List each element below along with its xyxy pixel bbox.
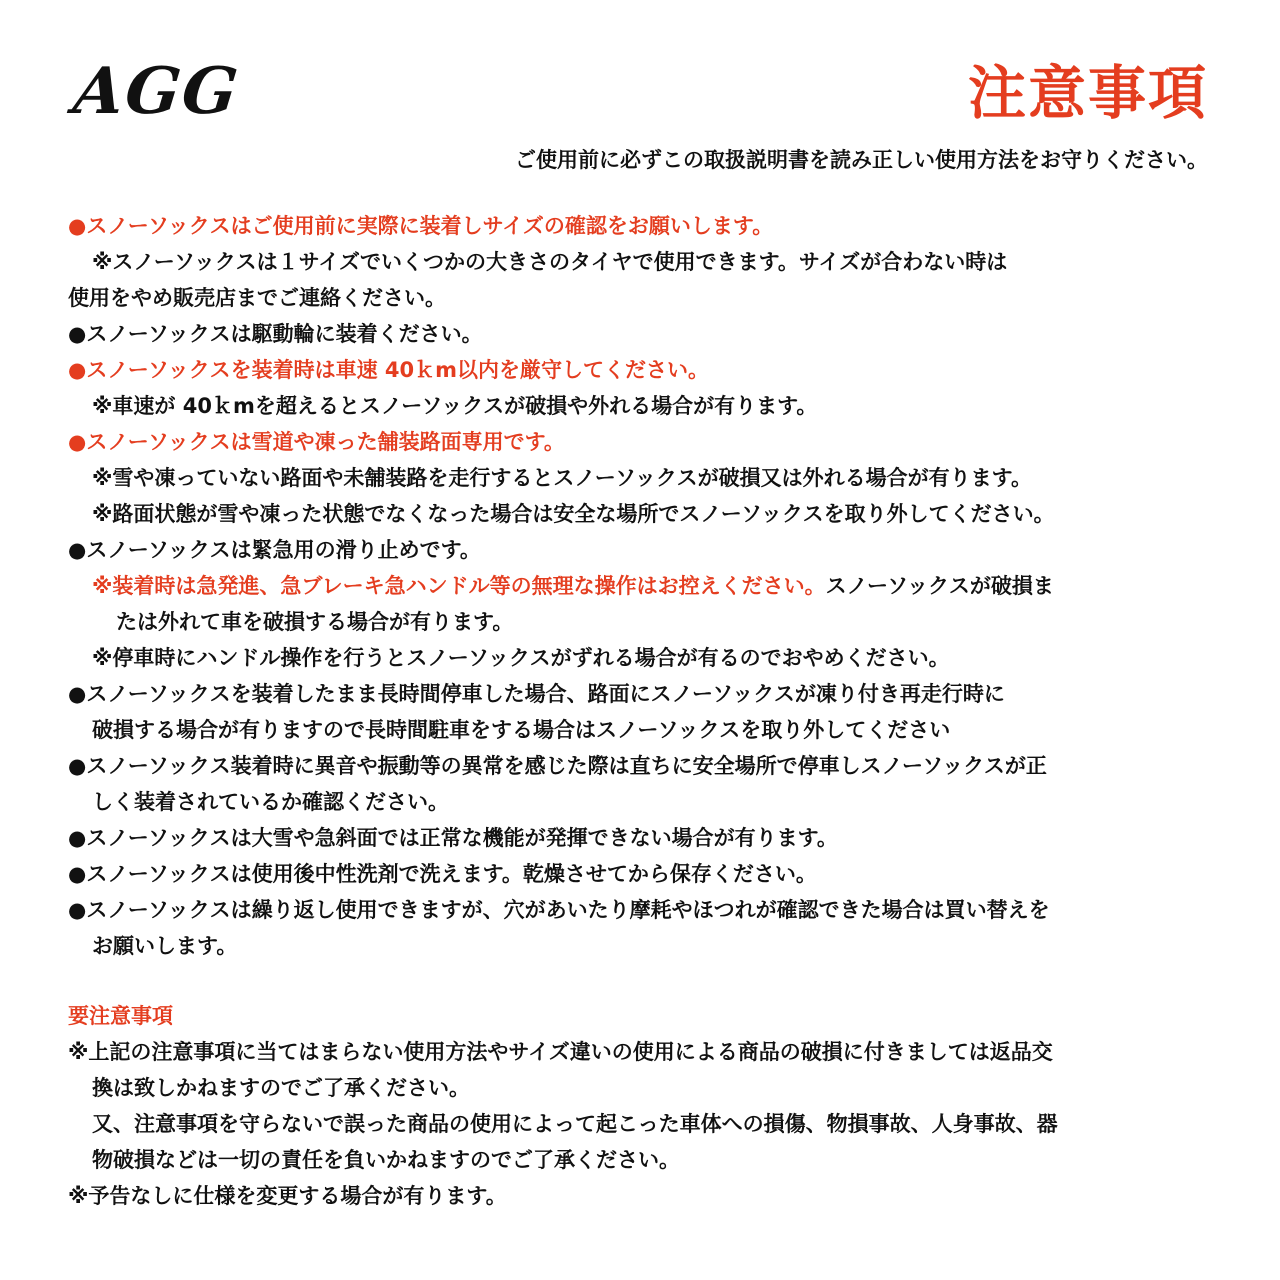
caution-line: ●スノーソックスを装着したまま長時間停車した場合、路面にスノーソックスが凍り付き再走行時に (68, 682, 1005, 706)
notice-heading: 要注意事項 (68, 1004, 173, 1028)
notice-line: 物破損などは一切の責任を負いかねますのでご了承ください。 (92, 1148, 680, 1172)
caution-text-black: スノーソックスが破損ま (825, 574, 1054, 598)
notice-line: ※予告なしに仕様を変更する場合が有ります。 (68, 1184, 507, 1208)
notice-line: 又、注意事項を守らないで誤った商品の使用によって起こった車体への損傷、物損事故、人身事故、器 (92, 1112, 1058, 1136)
caution-list (68, 208, 1208, 1214)
caution-line: ※雪や凍っていない路面や未舗装路を走行するとスノーソックスが破損又は外れる場合が有ります。 (92, 466, 1033, 490)
caution-line: お願いします。 (92, 934, 238, 958)
caution-line: ●スノーソックスは駆動輪に装着ください。 (68, 322, 483, 346)
caution-line: 使用をやめ販売店までご連絡ください。 (68, 286, 446, 310)
caution-line: ※スノーソックスは１サイズでいくつかの大きさのタイヤで使用できます。サイズが合わない時は (92, 250, 1008, 274)
caution-line: ●スノーソックスは大雪や急斜面では正常な機能が発揮できない場合が有ります。 (68, 826, 838, 850)
caution-line: ●スノーソックスは使用後中性洗剤で洗えます。乾燥させてから保存ください。 (68, 862, 817, 886)
caution-line: 破損する場合が有りますので長時間駐車をする場合はスノーソックスを取り外してください (92, 718, 951, 742)
caution-line: ●スノーソックス装着時に異音や振動等の異常を感じた際は直ちに安全場所で停車しスノーソックスが正 (68, 754, 1047, 778)
caution-line: ●スノーソックスを装着時は車速 40ｋm以内を厳守してください。 (68, 358, 710, 382)
page-subtitle: ご使用前に必ずこの取扱説明書を読み正しい使用方法をお守りください。 (515, 148, 1208, 172)
notice-line: ※上記の注意事項に当てはまらない使用方法やサイズ違いの使用による商品の破損に付きましては返品交 (68, 1040, 1053, 1064)
caution-line: ●スノーソックスはご使用前に実際に装着しサイズの確認をお願いします。 (68, 214, 774, 238)
caution-line: ●スノーソックスは繰り返し使用できますが、穴があいたり摩耗やほつれが確認できた場合は買い替えを (68, 898, 1050, 922)
caution-line: ※停車時にハンドル操作を行うとスノーソックスがずれる場合が有るのでおやめください。 (92, 646, 950, 670)
caution-line: ※車速が 40ｋmを超えるとスノーソックスが破損や外れる場合が有ります。 (92, 394, 818, 418)
caution-text-red: ※装着時は急発進、急ブレーキ急ハンドル等の無理な操作はお控えください。 (92, 574, 826, 598)
page-title: 注意事項 (967, 59, 1208, 127)
caution-line: ※路面状態が雪や凍った状態でなくなった場合は安全な場所でスノーソックスを取り外してください。 (92, 502, 1055, 526)
caution-line: たは外れて車を破損する場合が有ります。 (116, 610, 514, 634)
section-spacer (68, 964, 1208, 998)
caution-line: ●スノーソックスは緊急用の滑り止めです。 (68, 538, 481, 562)
brand-logo: AGG (70, 54, 243, 129)
caution-line-mixed (68, 568, 1208, 604)
notice-line: 換は致しかねますのでご了承ください。 (92, 1076, 470, 1100)
caution-line: ●スノーソックスは雪道や凍った舗装路面専用です。 (68, 430, 565, 454)
caution-line: しく装着されているか確認ください。 (92, 790, 449, 814)
